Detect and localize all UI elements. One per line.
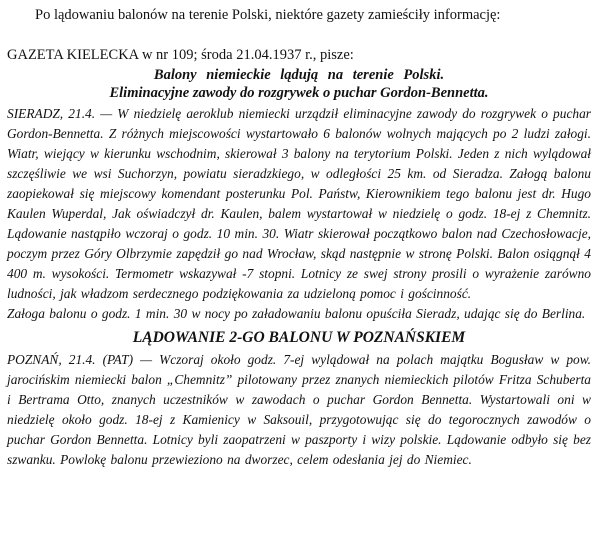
section-heading-poznan: LĄDOWANIE 2-GO BALONU W POZNAŃSKIEM <box>132 329 466 346</box>
article-sieradz-body: SIERADZ, 21.4. — W niedzielę aeroklub niemiecki urządził eliminacyjne zawody do rozgrywek o puchar Gordon-Bennetta. Z różnych miejscowości wystartowało 6 balonów wolnych mających po 2 ludzi załogi. Wiatr, wiejący w kierunku wschodnim, skierował 3 balony na terytorium Polski. Jeden z nich wylądował szczęśliwie we wsi Suchorzyn, powiatu sieradzkiego, w odległości 25 km. od Sieradza. Załogą balonu zaopiekował się miejscowy komendant posterunku Pol. Państw, Kierownikiem tego balonu jest dr. Hugo Kaulen Wuperdal, Jak oświadczył dr. Kaulen, balem wystartował w niedzielę o godz. 18-ej z Chemnitz. Lądowanie nastąpiło wczoraj o godz. 10 min. 30. Wiatr skierował początkowo balon nad Czechosłowacje, poczym przez Góry Olbrzymie zapędził go nad Wrocław, skąd następnie w stronę Polski. Balon osiągnął 4 400 m. wysokości. Termometr wskazywał -7 stopni. Lotnicy ze swej strony prosili o wyrażenie zarówno ludności, jak władzom serdecznego podziękowania za udzieloną pomoc i gościnność. <box>7 106 591 301</box>
source-line: GAZETA KIELECKA w nr 109; środa 21.04.1937 r., pisze: <box>7 47 354 63</box>
intro-line: Po lądowaniu balonów na terenie Polski, niektóre gazety zamieściły informację: <box>35 7 501 23</box>
headline-primary: Balony niemieckie lądują na terenie Polski. <box>153 67 445 83</box>
article-poznan-body: POZNAŃ, 21.4. (PAT) — Wczoraj około godz. 7-ej wylądował na polach majątku Bogusław w pow. jarocińskim niemiecki balon „Chemnitz” pilotowany przez znanych niemieckich pilotów Fritza Schuberta i Bertrama Otto, znanych uczestników w zawodach o puchar Gordon Bennetta. Wystartowali oni w niedzielę około godz. 18-ej z Kamienicy w Saksouil, przygotowując się do tegorocznych zawodów o puchar Gordon Bennetta. Lotnicy byli zaopatrzeni w paszporty i wizy polskie. Lądowanie odbyło się bez szwanku. Powlokę balonu przewieziono na dworzec, celem odesłania jej do Niemiec. <box>7 352 591 467</box>
headline-secondary: Eliminacyjne zawody do rozgrywek o puchar Gordon-Bennetta. <box>109 85 489 101</box>
article-sieradz-closing: Załoga balonu o godz. 1 min. 30 w nocy po załadowaniu balonu opuściła Sieradz, udając się do Berlina. <box>7 306 586 321</box>
